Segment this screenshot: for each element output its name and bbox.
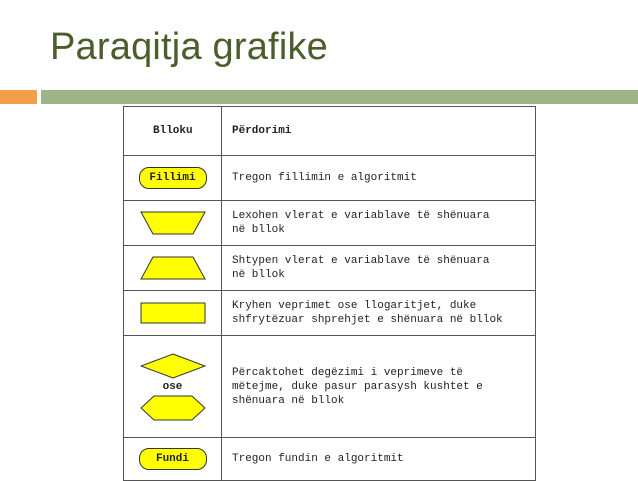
description-line: në bllok — [232, 269, 285, 281]
shape-cell — [124, 201, 222, 246]
decision-hexagon-shape — [140, 395, 206, 421]
description-line: Shtypen vlerat e variablave të shënuara — [232, 255, 490, 267]
table-row — [124, 201, 536, 246]
accent-bar-orange — [0, 90, 37, 104]
description-line: Përcaktohet degëzimi i veprimeve të — [232, 366, 464, 379]
row-description: Tregon fundin e algoritmit — [222, 438, 536, 481]
slide-title: Paraqitja grafike — [50, 26, 328, 68]
description-line: Lexohen vlerat e variablave të shënuara — [232, 210, 490, 222]
process-rectangle-shape — [140, 302, 206, 324]
description-line: shfrytëzuar shprehjet e shënuara në bllok — [232, 314, 503, 326]
description-line: në bllok — [232, 224, 285, 236]
table-row — [124, 336, 536, 438]
table-header-row — [124, 107, 536, 156]
shape-cell — [124, 438, 222, 481]
flowchart-blocks-table — [123, 106, 536, 481]
table-row — [124, 156, 536, 201]
output-trapezoid-shape — [140, 256, 206, 280]
end-terminal-shape: Fundi — [139, 448, 207, 470]
or-label: ose — [162, 380, 183, 393]
shape-cell — [124, 336, 222, 438]
header-block: Blloku — [124, 107, 222, 156]
shape-cell — [124, 291, 222, 336]
description-line: shënuara në bllok — [232, 394, 345, 407]
table-row — [124, 291, 536, 336]
row-description — [222, 291, 536, 336]
shape-cell — [124, 246, 222, 291]
description-line: Kryhen veprimet ose llogaritjet, duke — [232, 300, 477, 312]
start-terminal-shape: Fillimi — [139, 167, 207, 189]
accent-bar-green — [41, 90, 638, 104]
row-description: Tregon fillimin e algoritmit — [222, 156, 536, 201]
row-description — [222, 336, 536, 438]
shape-cell — [124, 156, 222, 201]
description-line: mëtejme, duke pasur parasysh kushtet e — [232, 380, 483, 393]
table-row — [124, 438, 536, 481]
input-trapezoid-shape — [140, 211, 206, 235]
row-description — [222, 201, 536, 246]
header-usage: Përdorimi — [222, 107, 536, 156]
row-description — [222, 246, 536, 291]
table-row — [124, 246, 536, 291]
decision-diamond-shape — [140, 353, 206, 379]
